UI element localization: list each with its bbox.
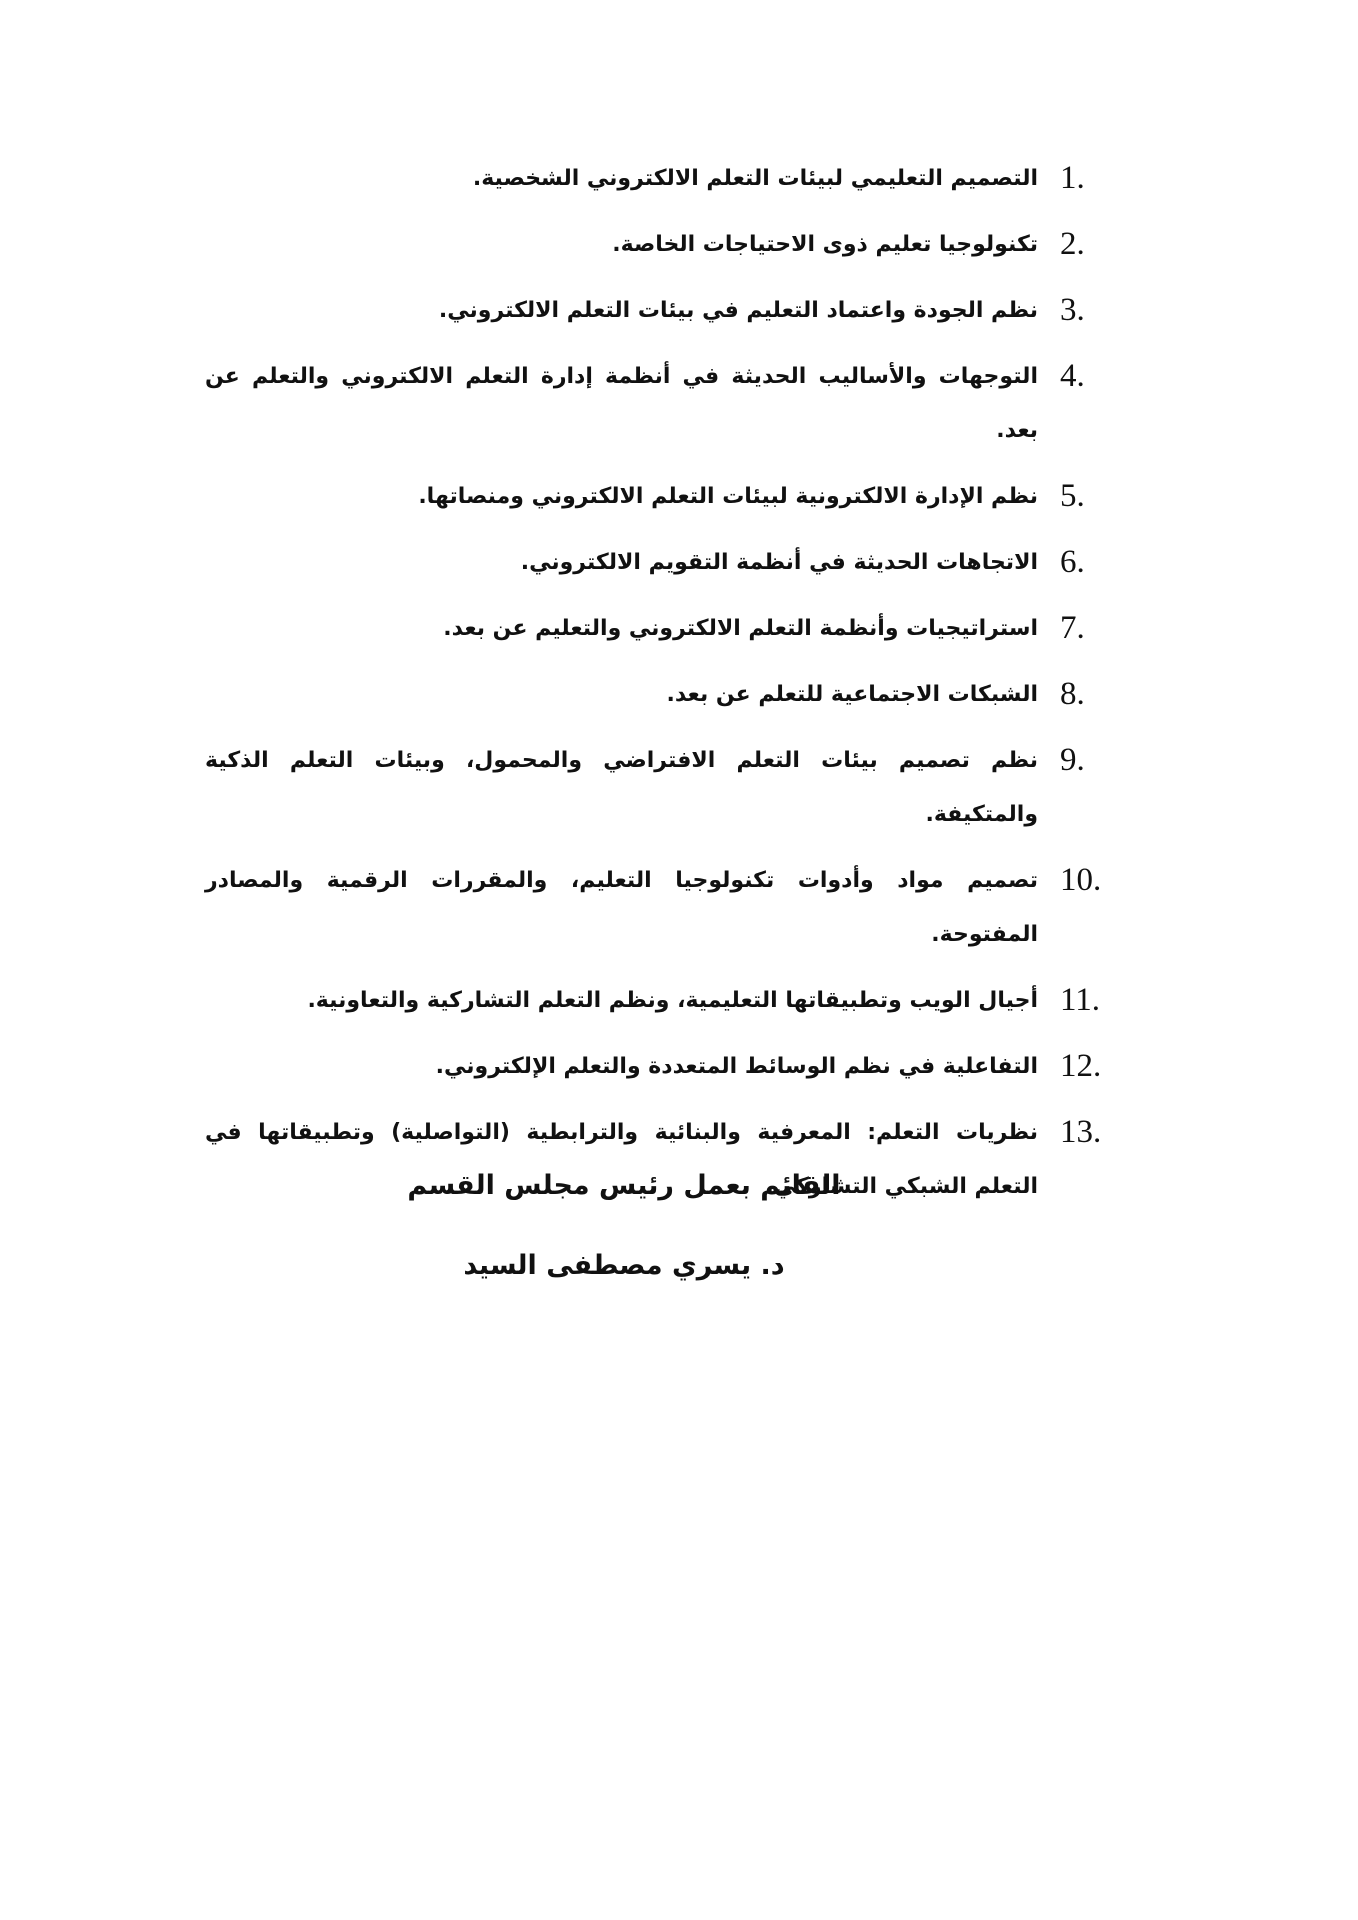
list-item	[205, 982, 1120, 1028]
list-item	[205, 544, 1120, 590]
item-number: 5.	[1060, 478, 1085, 514]
item-text: تصميم مواد وأدوات تكنولوجيا التعليم، والمقررات الرقمية والمصادر المفتوحة.	[205, 868, 1038, 947]
list-item	[205, 676, 1120, 722]
item-text: نظم الإدارة الالكترونية لبيئات التعلم الالكتروني ومنصاتها.	[418, 484, 1038, 509]
list-item	[205, 478, 1120, 524]
list-item	[205, 292, 1120, 338]
signature-name: د. يسري مصطفى السيد	[463, 1250, 785, 1281]
list-item	[205, 160, 1120, 206]
item-text: الاتجاهات الحديثة في أنظمة التقويم الالكتروني.	[520, 550, 1038, 575]
item-number: 11.	[1060, 982, 1101, 1018]
item-number: 2.	[1060, 226, 1085, 262]
list-item	[205, 862, 1120, 962]
item-text: التفاعلية في نظم الوسائط المتعددة والتعلم الإلكتروني.	[435, 1054, 1038, 1079]
list-item	[205, 226, 1120, 272]
list-item	[205, 1048, 1120, 1094]
item-number: 10.	[1060, 862, 1102, 898]
item-text: التوجهات والأساليب الحديثة في أنظمة إدارة التعلم الالكتروني والتعلم عن بعد.	[205, 364, 1038, 443]
item-text: نظم تصميم بيئات التعلم الافتراضي والمحمول، وبيئات التعلم الذكية والمتكيفة.	[205, 748, 1038, 827]
item-text: نظم الجودة واعتماد التعليم في بيئات التعلم الالكتروني.	[438, 298, 1038, 323]
item-text: نظريات التعلم: المعرفية والبنائية والترابطية (التواصلية) وتطبيقاتها في التعلم الشبكي التشاركي.	[205, 1120, 1038, 1199]
item-text: تكنولوجيا تعليم ذوى الاحتياجات الخاصة.	[612, 232, 1038, 257]
signature-title: القائم بعمل رئيس مجلس القسم	[407, 1170, 841, 1201]
item-number: 12.	[1060, 1048, 1102, 1084]
item-number: 9.	[1060, 742, 1085, 778]
item-number: 13.	[1060, 1114, 1102, 1150]
item-number: 7.	[1060, 610, 1085, 646]
list-item	[205, 610, 1120, 656]
item-number: 8.	[1060, 676, 1085, 712]
item-number: 1.	[1060, 160, 1085, 196]
item-text: الشبكات الاجتماعية للتعلم عن بعد.	[666, 682, 1038, 707]
item-number: 3.	[1060, 292, 1085, 328]
item-text: أجيال الويب وتطبيقاتها التعليمية، ونظم التعلم التشاركية والتعاونية.	[307, 988, 1038, 1013]
item-number: 4.	[1060, 358, 1085, 394]
item-number: 6.	[1060, 544, 1085, 580]
list-item	[205, 358, 1120, 458]
item-text: التصميم التعليمي لبيئات التعلم الالكتروني الشخصية.	[472, 166, 1038, 191]
topics-list	[205, 160, 1120, 1234]
list-item	[205, 742, 1120, 842]
item-text: استراتيجيات وأنظمة التعلم الالكتروني والتعليم عن بعد.	[443, 616, 1038, 641]
